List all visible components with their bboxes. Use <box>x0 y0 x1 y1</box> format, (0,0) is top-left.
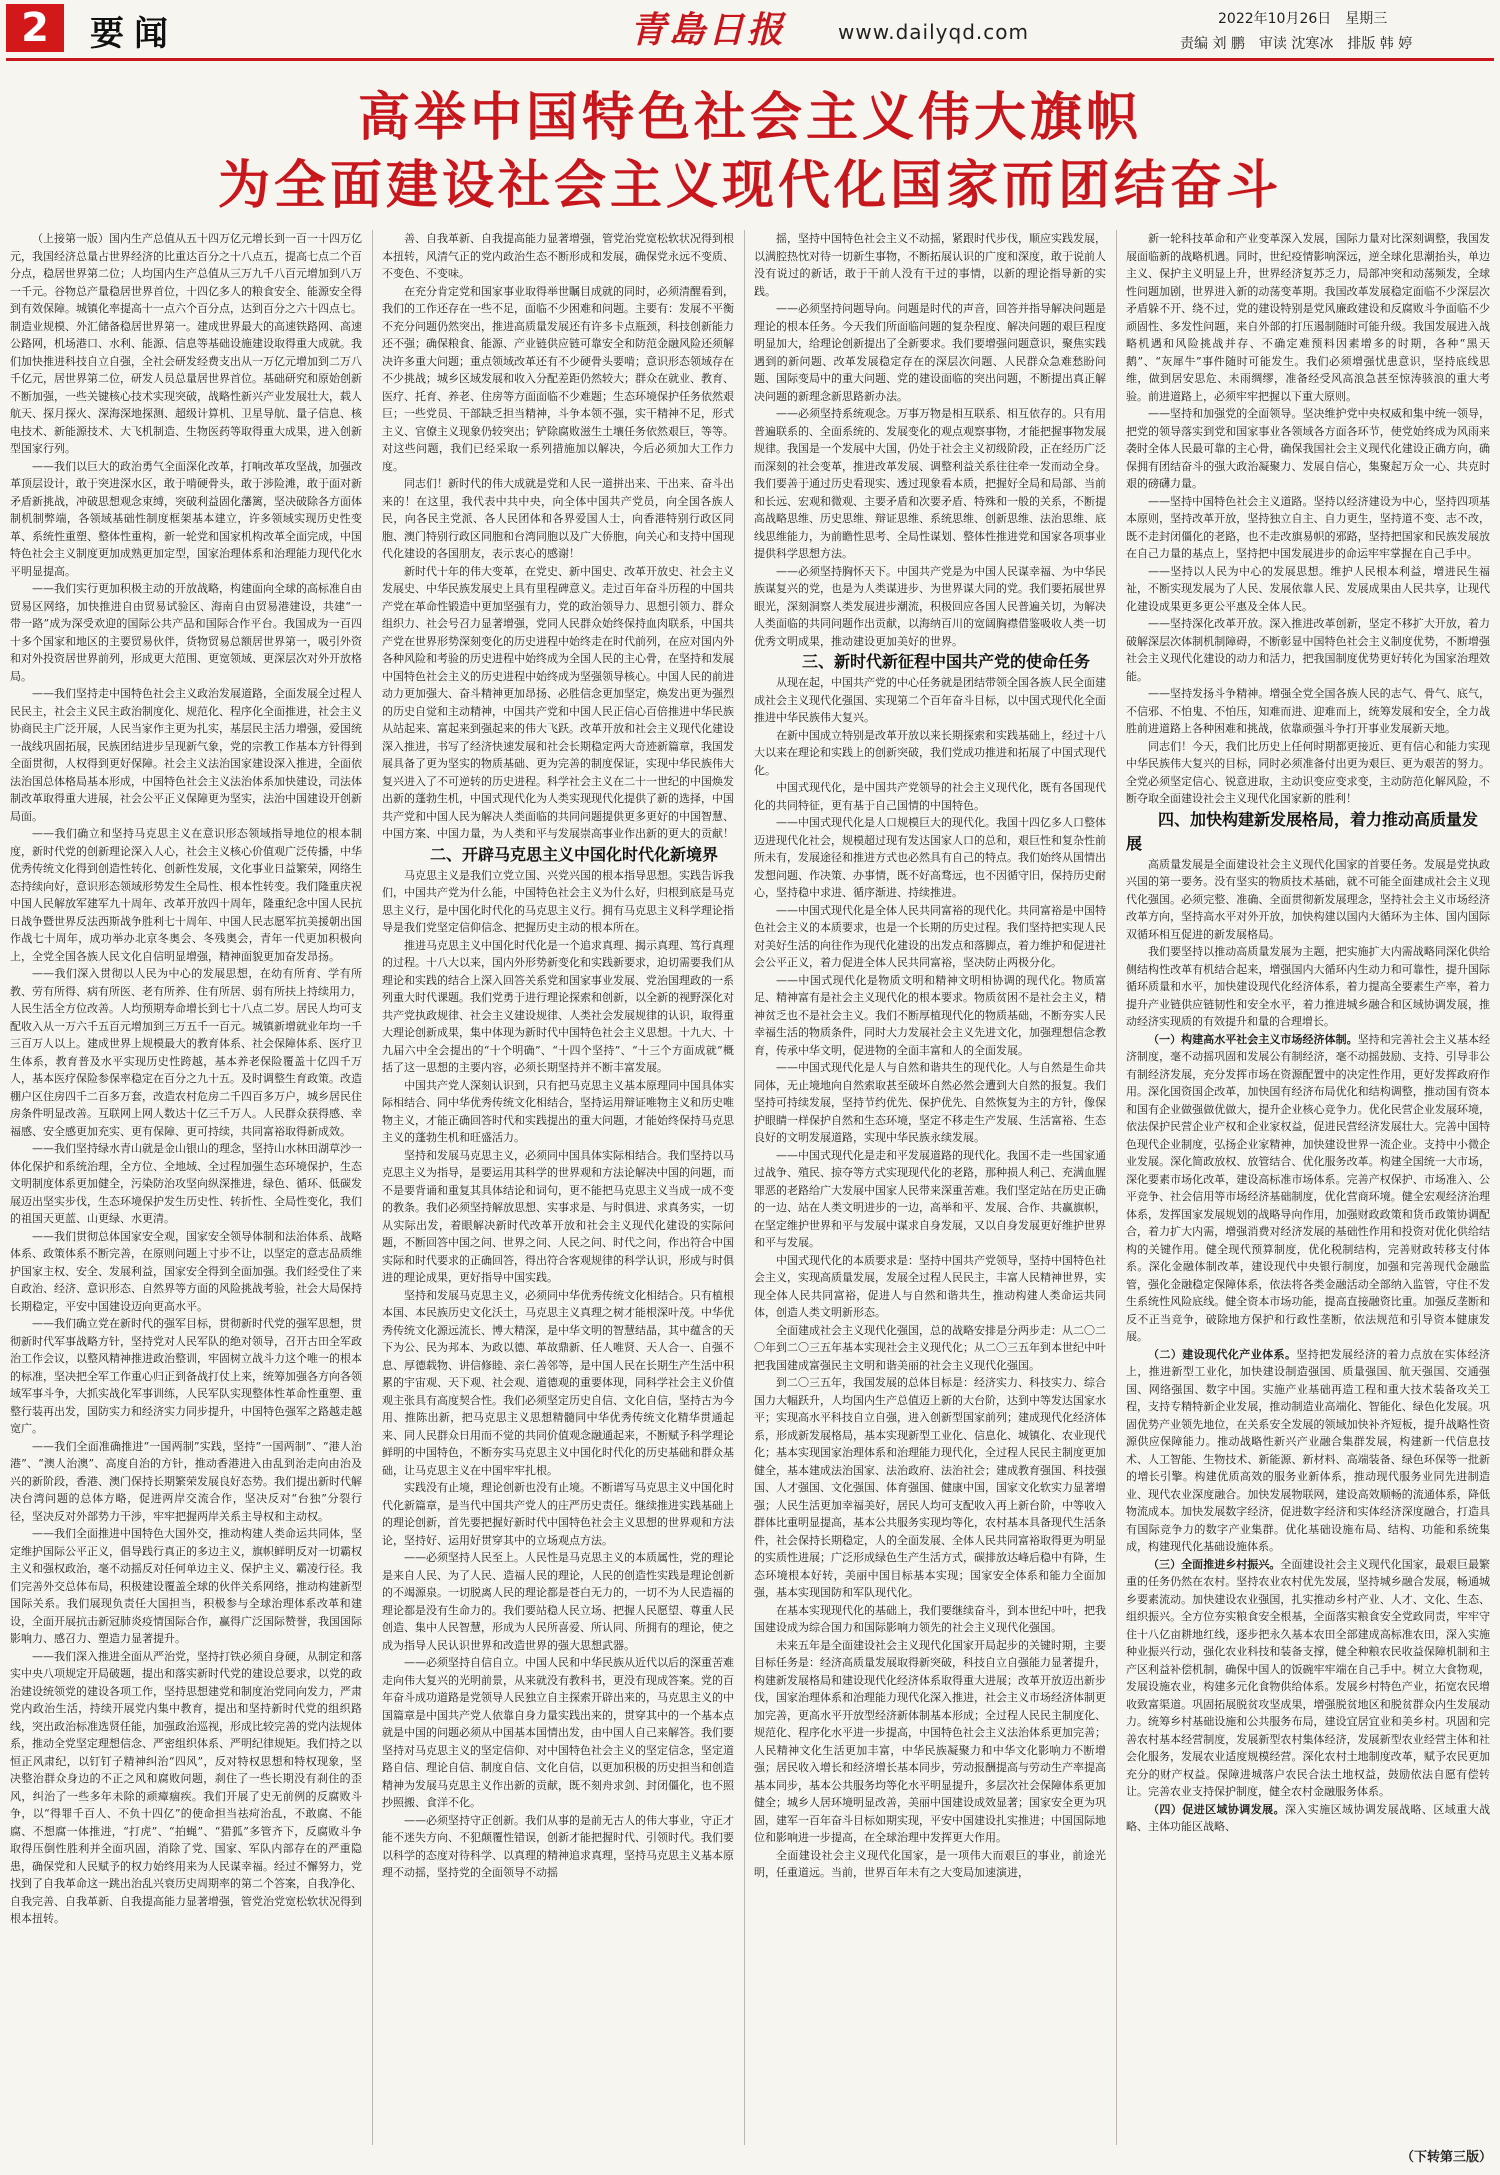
subsection-heading: （一）构建高水平社会主义市场经济体制。 <box>1148 1032 1358 1046</box>
editor-credits: 责编 刘 鹏 审读 沈寒冰 排版 韩 婷 <box>1180 36 1413 52</box>
paragraph: 在基本实现现代化的基础上，我们要继续奋斗，到本世纪中叶，把我国建设成为综合国力和国际影响力领先的社会主义现代化强国。 <box>754 1603 1106 1634</box>
paragraph: ——我们坚持走中国特色社会主义政治发展道路，全面发展全过程人民民主，社会主义民主政治制度化、规范化、程序化全面推进，社会主义协商民主广泛开展，人民当家作主更为扎实，基层民主活力增强，爱国统一战线巩固拓展，民族团结进步呈现新气象，党的宗教工作基本方针得到全面贯彻，人权得到更好保障。社会主义法治国家建设深入推进，全面依法治国总体格局基本形成，中国特色社会主义法治体系加快建设，司法体制改革取得重大进展，社会公平正义保障更为坚实，法治中国建设开创新局面。 <box>10 687 362 823</box>
newspaper-logo: 青島日报 <box>630 9 787 51</box>
subsection-paragraph: （二）建设现代化产业体系。坚持把发展经济的着力点放在实体经济上，推进新型工业化，加快建设制造强国、质量强国、航天强国、交通强国、网络强国、数字中国。实施产业基础再造工程和重大技术装备攻关工程，支持专精特新企业发展，推动制造业高端化、智能化、绿色化发展。巩固优势产业领先地位，在关系安全发展的领域加快补齐短板，提升战略性资源供应保障能力。推动战略性新兴产业融合集群发展，构建新一代信息技术、人工智能、生物技术、新能源、新材料、高端装备、绿色环保等一批新的增长引擎。构建优质高效的服务业新体系，推动现代服务业同先进制造业、现代农业深度融合。加快发展物联网，建设高效顺畅的流通体系，降低物流成本。加快发展数字经济，促进数字经济和实体经济深度融合，打造具有国际竞争力的数字产业集群。优化基础设施布局、结构、功能和系统集成，构建现代化基础设施体系。 <box>1126 1347 1490 1553</box>
paragraph: ——我们确立和坚持马克思主义在意识形态领域指导地位的根本制度，新时代党的创新理论深入人心，社会主义核心价值观广泛传播，中华优秀传统文化得到创造性转化、创新性发展，文化事业日益繁荣，网络生态持续向好，意识形态领域形势发生全局性、根本性转变。我们隆重庆祝中国人民解放军建军九十周年、改革开放四十周年，隆重纪念中国人民抗日战争暨世界反法西斯战争胜利七十周年、中国人民志愿军抗美援朝出国作战七十周年，成功举办北京冬奥会、冬残奥会，青年一代更加积极向上，全党全国各族人民文化自信明显增强，精神面貌更加奋发昂扬。 <box>10 827 362 963</box>
paragraph: 从现在起，中国共产党的中心任务就是团结带领全国各族人民全面建成社会主义现代化强国、实现第二个百年奋斗目标，以中国式现代化全面推进中华民族伟大复兴。 <box>754 676 1106 724</box>
paragraph: ——必须坚持胸怀天下。中国共产党是为中国人民谋幸福、为中华民族谋复兴的党，也是为人类谋进步、为世界谋大同的党。我们要拓展世界眼光，深刻洞察人类发展进步潮流，积极回应各国人民普遍关切，为解决人类面临的共同问题作出贡献，以海纳百川的宽阔胸襟借鉴吸收人类一切优秀文明成果，推动建设更加美好的世界。 <box>754 564 1106 648</box>
paragraph: ——必须坚持自信自立。中国人民和中华民族从近代以后的深重苦难走向伟大复兴的光明前景，从来就没有教科书，更没有现成答案。党的百年奋斗成功道路是党领导人民独立自主探索开辟出来的，马克思主义的中国篇章是中国共产党人依靠自身力量实践出来的，贯穿其中的一个基本点就是中国的问题必须从中国基本国情出发，由中国人自己来解答。我们要坚持对马克思主义的坚定信仰、对中国特色社会主义的坚定信念，坚定道路自信、理论自信、制度自信、文化自信，以更加积极的历史担当和创造精神为发展马克思主义作出新的贡献，既不刻舟求剑、封闭僵化，也不照抄照搬、食洋不化。 <box>382 1656 734 1809</box>
paragraph: 到二〇三五年，我国发展的总体目标是：经济实力、科技实力、综合国力大幅跃升，人均国内生产总值迈上新的大台阶，达到中等发达国家水平；实现高水平科技自立自强，进入创新型国家前列；建成现代化经济体系，形成新发展格局，基本实现新型工业化、信息化、城镇化、农业现代化；基本实现国家治理体系和治理能力现代化，全过程人民民主制度更加健全，基本建成法治国家、法治政府、法治社会；建成教育强国、科技强国、人才强国、文化强国、体育强国、健康中国，国家文化软实力显著增强；人民生活更加幸福美好，居民人均可支配收入再上新台阶，中等收入群体比重明显提高，基本公共服务实现均等化，农村基本具备现代生活条件，社会保持长期稳定，人的全面发展、全体人民共同富裕取得更为明显的实质性进展；广泛形成绿色生产生活方式，碳排放达峰后稳中有降，生态环境根本好转，美丽中国目标基本实现；国家安全体系和能力全面加强，基本实现国防和军队现代化。 <box>754 1376 1106 1599</box>
continued-note: （下转第三版） <box>1400 2150 1492 2165</box>
paragraph: ——我们深入贯彻以人民为中心的发展思想，在幼有所育、学有所教、劳有所得、病有所医、老有所养、住有所居、弱有所扶上持续用力，人民生活全方位改善。人均预期寿命增长到七十八点二岁。居民人均可支配收入从一万六千五百元增加到三万五千一百元。城镇新增就业年均一千三百万人以上。建成世界上规模最大的教育体系、社会保障体系、医疗卫生体系，教育普及水平实现历史性跨越，基本养老保险覆盖十亿四千万人，基本医疗保险参保率稳定在百分之九十五。及时调整生育政策。改造棚户区住房四千二百多万套，改造农村危房二千四百多万户，城乡居民住房条件明显改善。互联网上网人数达十亿三千万人。人民群众获得感、幸福感、安全感更加充实、更有保障、更可持续，共同富裕取得新成效。 <box>10 967 362 1138</box>
paragraph: ——坚持深化改革开放。深入推进改革创新，坚定不移扩大开放，着力破解深层次体制机制障碍，不断彰显中国特色社会主义制度优势，不断增强社会主义现代化建设的动力和活力，把我国制度优势更好转化为国家治理效能。 <box>1126 617 1490 683</box>
paragraph: 中国式现代化，是中国共产党领导的社会主义现代化，既有各国现代化的共同特征，更有基于自己国情的中国特色。 <box>754 781 1106 812</box>
paragraph: 全面建成社会主义现代化强国，总的战略安排是分两步走：从二〇二〇年到二〇三五年基本实现社会主义现代化；从二〇三五年到本世纪中叶把我国建成富强民主文明和谐美丽的社会主义现代化强国。 <box>754 1323 1106 1372</box>
website-url[interactable]: www.dailyqd.com <box>838 20 1029 44</box>
paragraph: 在充分肯定党和国家事业取得举世瞩目成就的同时，必须清醒看到，我们的工作还存在一些不足，面临不少困难和问题。主要有：发展不平衡不充分问题仍然突出，推进高质量发展还有许多卡点瓶颈，科技创新能力还不强；确保粮食、能源、产业链供应链可靠安全和防范金融风险还须解决许多重大问题；重点领域改革还有不少硬骨头要啃；意识形态领域存在不少挑战；城乡区域发展和收入分配差距仍然较大；群众在就业、教育、医疗、托育、养老、住房等方面面临不少难题；生态环境保护任务依然艰巨；一些党员、干部缺乏担当精神，斗争本领不强，实干精神不足，形式主义、官僚主义现象仍较突出；铲除腐败滋生土壤任务依然艰巨，等等。对这些问题，我们已经采取一系列措施加以解决，今后必须加大工作力度。 <box>382 284 734 473</box>
article-column-3 <box>754 230 1106 2145</box>
headline-line-2: 为全面建设社会主义现代化国家而团结奋斗 <box>217 155 1282 216</box>
paragraph: ——中国式现代化是人口规模巨大的现代化。我国十四亿多人口整体迈进现代化社会，规模超过现有发达国家人口的总和，艰巨性和复杂性前所未有，发展途径和推进方式也必然具有自己的特点。我们始终从国情出发想问题、作决策、办事情，既不好高骛远，也不因循守旧，保持历史耐心，坚持稳中求进、循序渐进、持续推进。 <box>754 816 1106 899</box>
paragraph: ——必须坚持问题导向。问题是时代的声音，回答并指导解决问题是理论的根本任务。今天我们所面临问题的复杂程度、解决问题的艰巨程度明显加大，给理论创新提出了全新要求。我们要增强问题意识，聚焦实践遇到的新问题、改革发展稳定存在的深层次问题、人民群众急难愁盼问题、国际变局中的重大问题、党的建设面临的突出问题，不断提出真正解决问题的新理念新思路新办法。 <box>754 302 1106 403</box>
paragraph: ——我们实行更加积极主动的开放战略，构建面向全球的高标准自由贸易区网络，加快推进自由贸易试验区、海南自由贸易港建设，共建“一带一路”成为深受欢迎的国际公共产品和国际合作平台。我国成为一百四十多个国家和地区的主要贸易伙伴，货物贸易总额居世界第一，吸引外资和对外投资居世界前列，形成更大范围、更宽领域、更深层次对外开放格局。 <box>10 582 362 683</box>
issue-date: 2022年10月26日 星期三 <box>1218 11 1388 27</box>
paragraph: 马克思主义是我们立党立国、兴党兴国的根本指导思想。实践告诉我们，中国共产党为什么能，中国特色社会主义为什么好，归根到底是马克思主义行，是中国化时代化的马克思主义行。拥有马克思主义科学理论指导是我们党坚定信仰信念、把握历史主动的根本所在。 <box>382 868 734 934</box>
paragraph: ——我们贯彻总体国家安全观，国家安全领导体制和法治体系、战略体系、政策体系不断完善，在原则问题上寸步不让，以坚定的意志品质维护国家主权、安全、发展利益，国家安全得到全面加强。我们经受住了来自政治、经济、意识形态、自然界等方面的风险挑战考验，社会大局保持长期稳定，平安中国建设迈向更高水平。 <box>10 1229 362 1313</box>
subsection-heading: （四）促进区域协调发展。 <box>1148 1802 1285 1816</box>
paragraph: ——坚持以人民为中心的发展思想。维护人民根本利益，增进民生福祉，不断实现发展为了人民、发展依靠人民、发展成果由人民共享，让现代化建设成果更多更公平惠及全体人民。 <box>1126 564 1490 613</box>
subsection-heading: （三）全面推进乡村振兴。 <box>1148 1557 1281 1571</box>
page-number: 2 <box>6 4 64 52</box>
column-divider <box>372 230 373 2145</box>
paragraph: ——坚持发扬斗争精神。增强全党全国各族人民的志气、骨气、底气，不信邪、不怕鬼、不怕压，知难而进、迎难而上，统筹发展和安全，全力战胜前进道路上各种困难和挑战，依靠顽强斗争打开事业发展新天地。 <box>1126 687 1490 735</box>
paragraph: 坚持和发展马克思主义，必须同中华优秀传统文化相结合。只有植根本国、本民族历史文化沃土，马克思主义真理之树才能根深叶茂。中华优秀传统文化源远流长、博大精深，是中华文明的智慧结晶，其中蕴含的天下为公、民为邦本、为政以德、革故鼎新、任人唯贤、天人合一、自强不息、厚德载物、讲信修睦、亲仁善邻等，是中国人民在长期生产生活中积累的宇宙观、天下观、社会观、道德观的重要体现，同科学社会主义价值观主张具有高度契合性。我们必须坚定历史自信、文化自信，坚持古为今用、推陈出新，把马克思主义思想精髓同中华优秀传统文化精华贯通起来、同人民群众日用而不觉的共同价值观念融通起来，不断赋予科学理论鲜明的中国特色，不断夯实马克思主义中国化时代化的历史基础和群众基础，让马克思主义在中国牢牢扎根。 <box>382 1288 734 1477</box>
section-title: 要闻 <box>90 14 178 54</box>
article-body <box>10 230 1490 2145</box>
paragraph: ——我们坚持绿水青山就是金山银山的理念，坚持山水林田湖草沙一体化保护和系统治理，全方位、全地域、全过程加强生态环境保护，生态文明制度体系更加健全，污染防治攻坚向纵深推进，绿色、循环、低碳发展迈出坚实步伐，生态环境保护发生历史性、转折性、全局性变化，我们的祖国天更蓝、山更绿、水更清。 <box>10 1142 362 1225</box>
paragraph: 同志们！新时代的伟大成就是党和人民一道拼出来、干出来、奋斗出来的！在这里，我代表中共中央，向全体中国共产党员，向全国各族人民，向各民主党派、各人民团体和各界爱国人士，向香港特别行政区同胞、澳门特别行政区同胞和台湾同胞以及广大侨胞，向关心和支持中国现代化建设的各国朋友，表示衷心的感谢！ <box>382 477 734 560</box>
article-column-1 <box>10 230 362 2145</box>
paragraph: 善、自我革新、自我提高能力显著增强，管党治党宽松软状况得到根本扭转，风清气正的党内政治生态不断形成和发展，确保党永远不变质、不变色、不变味。 <box>382 232 734 280</box>
headline <box>0 84 1500 220</box>
paragraph: 全面建设社会主义现代化国家，是一项伟大而艰巨的事业，前途光明，任重道远。当前，世界百年未有之大变局加速演进， <box>754 1848 1106 1879</box>
paragraph: 推进马克思主义中国化时代化是一个追求真理、揭示真理、笃行真理的过程。十八大以来，国内外形势新变化和实践新要求，迫切需要我们从理论和实践的结合上深入回答关系党和国家事业发展、党治国理政的一系列重大时代课题。我们党勇于进行理论探索和创新，以全新的视野深化对共产党执政规律、社会主义建设规律、人类社会发展规律的认识，取得重大理论创新成果，集中体现为新时代中国特色社会主义思想。十九大、十九届六中全会提出的“十个明确”、“十四个坚持”、“十三个方面成就”概括了这一思想的主要内容，必须长期坚持并不断丰富发展。 <box>382 938 734 1074</box>
paragraph: 在新中国成立特别是改革开放以来长期探索和实践基础上，经过十八大以来在理论和实践上的创新突破，我们党成功推进和拓展了中国式现代化。 <box>754 728 1106 777</box>
headline-line-1: 高举中国特色社会主义伟大旗帜 <box>357 87 1142 148</box>
paragraph: 坚持和发展马克思主义，必须同中国具体实际相结合。我们坚持以马克思主义为指导，是要运用其科学的世界观和方法论解决中国的问题，而不是要背诵和重复其具体结论和词句，更不能把马克思主义当成一成不变的教条。我们必须坚持解放思想、实事求是、与时俱进、求真务实，一切从实际出发，着眼解决新时代改革开放和社会主义现代化建设的实际问题，不断回答中国之问、世界之问、人民之问、时代之问，作出符合中国实际和时代要求的正确回答，得出符合客观规律的科学认识，形成与时俱进的理论成果，更好指导中国实践。 <box>382 1148 734 1284</box>
paragraph: ——坚持和加强党的全面领导。坚决维护党中央权威和集中统一领导，把党的领导落实到党和国家事业各领域各方面各环节，使党始终成为风雨来袭时全体人民最可靠的主心骨，确保我国社会主义现代化建设正确方向，确保拥有团结奋斗的强大政治凝聚力、发展自信心，集聚起万众一心、共克时艰的磅礴力量。 <box>1126 407 1490 490</box>
paragraph: ——必须坚持系统观念。万事万物是相互联系、相互依存的。只有用普遍联系的、全面系统的、发展变化的观点观察事物，才能把握事物发展规律。我国是一个发展中大国，仍处于社会主义初级阶段，正在经历广泛而深刻的社会变革，推进改革发展、调整利益关系往往牵一发而动全身。我们要善于通过历史看现实、透过现象看本质，把握好全局和局部、当前和长远、宏观和微观、主要矛盾和次要矛盾、特殊和一般的关系，不断提高战略思维、历史思维、辩证思维、系统思维、创新思维、法治思维、底线思维能力，为前瞻性思考、全局性谋划、整体性推进党和国家各项事业提供科学思想方法。 <box>754 407 1106 560</box>
paragraph: 摇，坚持中国特色社会主义不动摇，紧跟时代步伐，顺应实践发展，以满腔热忱对待一切新生事物，不断拓展认识的广度和深度，敢于说前人没有说过的新话，敢于干前人没有干过的事情，以新的理论指导新的实践。 <box>754 232 1106 298</box>
section-heading: 二、开辟马克思主义中国化时代化新境界 <box>429 844 718 864</box>
paragraph: 同志们！今天，我们比历史上任何时期都更接近、更有信心和能力实现中华民族伟大复兴的目标，同时必须准备付出更为艰巨、更为艰苦的努力。全党必须坚定信心、锐意进取，主动识变应变求变，主动防范化解风险，不断夺取全面建设社会主义现代化国家新的胜利！ <box>1126 739 1490 805</box>
paragraph: ——中国式现代化是人与自然和谐共生的现代化。人与自然是生命共同体，无止境地向自然索取甚至破坏自然必然会遭到大自然的报复。我们坚持可持续发展，坚持节约优先、保护优先、自然恢复为主的方针，像保护眼睛一样保护自然和生态环境，坚定不移走生产发展、生活富裕、生态良好的文明发展道路，实现中华民族永续发展。 <box>754 1061 1106 1144</box>
paragraph: ——必须坚持守正创新。我们从事的是前无古人的伟大事业，守正才能不迷失方向、不犯颠覆性错误，创新才能把握时代、引领时代。我们要以科学的态度对待科学、以真理的精神追求真理，坚持马克思主义基本原理不动摇，坚持党的全面领导不动摇 <box>382 1813 734 1879</box>
paragraph: ——必须坚持人民至上。人民性是马克思主义的本质属性，党的理论是来自人民、为了人民、造福人民的理论，人民的创造性实践是理论创新的不竭源泉。一切脱离人民的理论都是苍白无力的，一切不为人民造福的理论都是没有生命力的。我们要站稳人民立场、把握人民愿望、尊重人民创造、集中人民智慧，形成为人民所喜爱、所认同、所拥有的理论，使之成为指导人民认识世界和改造世界的强大思想武器。 <box>382 1551 734 1652</box>
paragraph: 新一轮科技革命和产业变革深入发展，国际力量对比深刻调整，我国发展面临新的战略机遇。同时，世纪疫情影响深远，逆全球化思潮抬头，单边主义、保护主义明显上升，世界经济复苏乏力，局部冲突和动荡频发，全球性问题加剧，世界进入新的动荡变革期。我国改革发展稳定面临不少深层次矛盾躲不开、绕不过，党的建设特别是党风廉政建设和反腐败斗争面临不少顽固性、多发性问题，来自外部的打压遏制随时可能升级。我国发展进入战略机遇和风险挑战并存、不确定难预料因素增多的时期，各种“黑天鹅”、“灰犀牛”事件随时可能发生。我们必须增强忧患意识，坚持底线思维，做到居安思危、未雨绸缪，准备经受风高浪急甚至惊涛骇浪的重大考验。前进道路上，必须牢牢把握以下重大原则。 <box>1126 232 1490 403</box>
column-divider <box>1116 230 1117 2145</box>
paragraph: （上接第一版）国内生产总值从五十四万亿元增长到一百一十四万亿元，我国经济总量占世界经济的比重达百分之十八点五，提高七点二个百分点，稳居世界第二位；人均国内生产总值从三万九千八百元增加到八万一千元。谷物总产量稳居世界首位，十四亿多人的粮食安全、能源安全得到有效保障。城镇化率提高十一点六个百分点，达到百分之六十四点七。制造业规模、外汇储备稳居世界第一。建成世界最大的高速铁路网、高速公路网，机场港口、水利、能源、信息等基础设施建设取得重大成就。我们加快推进科技自立自强，全社会研发经费支出从一万亿元增加到二万八千亿元，居世界第二位，研发人员总量居世界首位。基础研究和原始创新不断加强，一些关键核心技术实现突破，战略性新兴产业发展壮大，载人航天、探月探火、深海深地探测、超级计算机、卫星导航、量子信息、核电技术、新能源技术、大飞机制造、生物医药等取得重大成果，进入创新型国家行列。 <box>10 232 362 455</box>
paragraph: 实践没有止境，理论创新也没有止境。不断谱写马克思主义中国化时代化新篇章，是当代中国共产党人的庄严历史责任。继续推进实践基础上的理论创新，首先要把握好新时代中国特色社会主义思想的世界观和方法论，坚持好、运用好贯穿其中的立场观点方法。 <box>382 1481 734 1547</box>
article-column-4 <box>1126 230 1490 2145</box>
paragraph: 高质量发展是全面建设社会主义现代化国家的首要任务。发展是党执政兴国的第一要务。没有坚实的物质技术基础，就不可能全面建成社会主义现代化强国。必须完整、准确、全面贯彻新发展理念，坚持社会主义市场经济改革方向，坚持高水平对外开放，加快构建以国内大循环为主体、国内国际双循环相互促进的新发展格局。 <box>1126 857 1490 941</box>
subsection-heading: （二）建设现代化产业体系。 <box>1148 1347 1297 1361</box>
paragraph: 未来五年是全面建设社会主义现代化国家开局起步的关键时期，主要目标任务是：经济高质量发展取得新突破，科技自立自强能力显著提升，构建新发展格局和建设现代化经济体系取得重大进展；改革开放迈出新步伐，国家治理体系和治理能力现代化深入推进，社会主义市场经济体制更加完善，更高水平开放型经济新体制基本形成；全过程人民民主制度化、规范化、程序化水平进一步提高，中国特色社会主义法治体系更加完善；人民精神文化生活更加丰富，中华民族凝聚力和中华文化影响力不断增强；居民收入增长和经济增长基本同步，劳动报酬提高与劳动生产率提高基本同步，基本公共服务均等化水平明显提升，多层次社会保障体系更加健全；城乡人居环境明显改善，美丽中国建设成效显著；国家安全更为巩固，建军一百年奋斗目标如期实现，平安中国建设扎实推进；中国国际地位和影响进一步提高，在全球治理中发挥更大作用。 <box>754 1638 1106 1844</box>
subsection-paragraph: （四）促进区域协调发展。深入实施区域协调发展战略、区域重大战略、主体功能区战略、 <box>1126 1802 1490 1833</box>
section-heading: 三、新时代新征程中国共产党的使命任务 <box>801 652 1090 671</box>
header-rule <box>6 58 1494 61</box>
subsection-paragraph: （三）全面推进乡村振兴。全面建设社会主义现代化国家，最艰巨最繁重的任务仍然在农村。坚持农业农村优先发展，坚持城乡融合发展，畅通城乡要素流动。加快建设农业强国，扎实推动乡村产业、人才、文化、生态、组织振兴。全方位夯实粮食安全根基，全面落实粮食安全党政同责，牢牢守住十八亿亩耕地红线，逐步把永久基本农田全部建成高标准农田，深入实施种业振兴行动，强化农业科技和装备支撑，健全种粮农民收益保障机制和主产区利益补偿机制，确保中国人的饭碗牢牢端在自己手中。树立大食物观，发展设施农业，构建多元化食物供给体系。发展乡村特色产业，拓宽农民增收致富渠道。巩固拓展脱贫攻坚成果，增强脱贫地区和脱贫群众内生发展动力。统筹乡村基础设施和公共服务布局，建设宜居宜业和美乡村。巩固和完善农村基本经营制度，发展新型农村集体经济，发展新型农业经营主体和社会化服务，发展农业适度规模经营。深化农村土地制度改革，赋予农民更加充分的财产权益。保障进城落户农民合法土地权益，鼓励依法自愿有偿转让。完善农业支持保护制度，健全农村金融服务体系。 <box>1126 1557 1490 1798</box>
subsection-paragraph: （一）构建高水平社会主义市场经济体制。坚持和完善社会主义基本经济制度，毫不动摇巩固和发展公有制经济，毫不动摇鼓励、支持、引导非公有制经济发展，充分发挥市场在资源配置中的决定性作用，更好发挥政府作用。深化国资国企改革，加快国有经济布局优化和结构调整，推动国有资本和国有企业做强做优做大，提升企业核心竞争力。优化民营企业发展环境，依法保护民营企业产权和企业家权益，促进民营经济发展壮大。完善中国特色现代企业制度，弘扬企业家精神，加快建设世界一流企业。支持中小微企业发展。深化简政放权、放管结合、优化服务改革。构建全国统一大市场，深化要素市场化改革，建设高标准市场体系。完善产权保护、市场准入、公平竞争、社会信用等市场经济基础制度，优化营商环境。健全宏观经济治理体系，发挥国家发展规划的战略导向作用，加强财政政策和货币政策协调配合，着力扩大内需，增强消费对经济发展的基础性作用和投资对优化供给结构的关键作用。健全现代预算制度，优化税制结构，完善财政转移支付体系。深化金融体制改革，建设现代中央银行制度，加强和完善现代金融监管，强化金融稳定保障体系，依法将各类金融活动全部纳入监管，守住不发生系统性风险底线。健全资本市场功能，提高直接融资比重。加强反垄断和反不正当竞争，破除地方保护和行政性垄断，依法规范和引导资本健康发展。 <box>1126 1032 1490 1343</box>
paragraph: ——坚持中国特色社会主义道路。坚持以经济建设为中心，坚持四项基本原则，坚持改革开放，坚持独立自主、自力更生，坚持道不变、志不改，既不走封闭僵化的老路，也不走改旗易帜的邪路，坚持把国家和民族发展放在自己力量的基点上，坚持把中国发展进步的命运牢牢掌握在自己手中。 <box>1126 494 1490 560</box>
paragraph: 中国式现代化的本质要求是：坚持中国共产党领导，坚持中国特色社会主义，实现高质量发展，发展全过程人民民主，丰富人民精神世界，实现全体人民共同富裕，促进人与自然和谐共生，推动构建人类命运共同体，创造人类文明新形态。 <box>754 1253 1106 1319</box>
paragraph: ——我们全面准确推进“一国两制”实践，坚持“一国两制”、“港人治港”、“澳人治澳”、高度自治的方针，推动香港进入由乱到治走向由治及兴的新阶段，香港、澳门保持长期繁荣发展良好态势。我们提出新时代解决台湾问题的总体方略，促进两岸交流合作，坚决反对“台独”分裂行径，坚决反对外部势力干涉，牢牢把握两岸关系主导权和主动权。 <box>10 1439 362 1523</box>
article-column-2 <box>382 230 734 2145</box>
paragraph: ——我们全面推进中国特色大国外交，推动构建人类命运共同体，坚定维护国际公平正义，倡导践行真正的多边主义，旗帜鲜明反对一切霸权主义和强权政治，毫不动摇反对任何单边主义、保护主义、霸凌行径。我们完善外交总体布局，积极建设覆盖全球的伙伴关系网络，推动构建新型国际关系。我们展现负责任大国担当，积极参与全球治理体系改革和建设，全面开展抗击新冠肺炎疫情国际合作，赢得广泛国际赞誉，我国国际影响力、感召力、塑造力显著提升。 <box>10 1527 362 1645</box>
paragraph: 我们要坚持以推动高质量发展为主题，把实施扩大内需战略同深化供给侧结构性改革有机结合起来，增强国内大循环内生动力和可靠性，提升国际循环质量和水平，加快建设现代化经济体系，着力提高全要素生产率，着力提升产业链供应链韧性和安全水平，着力推进城乡融合和区域协调发展，推动经济实现质的有效提升和量的合理增长。 <box>1126 945 1490 1028</box>
column-divider <box>744 230 745 2145</box>
paragraph: ——我们以巨大的政治勇气全面深化改革，打响改革攻坚战，加强改革顶层设计，敢于突进深水区，敢于啃硬骨头，敢于涉险滩，敢于面对新矛盾新挑战，冲破思想观念束缚，突破利益固化藩篱，坚决破除各方面体制机制弊端，各领域基础性制度框架基本建立，许多领域实现历史性变革、系统性重塑、整体性重构，新一轮党和国家机构改革全面完成，中国特色社会主义制度更加成熟更加定型，国家治理体系和治理能力现代化水平明显提高。 <box>10 459 362 578</box>
paragraph: 中国共产党人深刻认识到，只有把马克思主义基本原理同中国具体实际相结合、同中华优秀传统文化相结合，坚持运用辩证唯物主义和历史唯物主义，才能正确回答时代和实践提出的重大问题，才能始终保持马克思主义的蓬勃生机和旺盛活力。 <box>382 1078 734 1144</box>
page-header <box>0 0 1500 62</box>
section-heading: 四、加快构建新发展格局，着力推动高质量发展 <box>1126 809 1479 853</box>
paragraph: ——中国式现代化是物质文明和精神文明相协调的现代化。物质富足、精神富有是社会主义现代化的根本要求。物质贫困不是社会主义，精神贫乏也不是社会主义。我们不断厚植现代化的物质基础，不断夯实人民幸福生活的物质条件，同时大力发展社会主义先进文化，加强理想信念教育，传承中华文明，促进物的全面丰富和人的全面发展。 <box>754 973 1106 1057</box>
paragraph: ——我们确立党在新时代的强军目标，贯彻新时代党的强军思想，贯彻新时代军事战略方针，坚持党对人民军队的绝对领导，召开古田全军政治工作会议，以整风精神推进政治整训，牢固树立战斗力这个唯一的根本的标准，坚决把全军工作重心归正到备战打仗上来，统筹加强各方向各领域军事斗争，大抓实战化军事训练，人民军队实现整体性革命性重塑、重整行装再出发，国防实力和经济实力同步提升，中国特色强军之路越走越宽广。 <box>10 1317 362 1435</box>
paragraph: ——中国式现代化是全体人民共同富裕的现代化。共同富裕是中国特色社会主义的本质要求，也是一个长期的历史过程。我们坚持把实现人民对美好生活的向往作为现代化建设的出发点和落脚点，着力维护和促进社会公平正义，着力促进全体人民共同富裕，坚决防止两极分化。 <box>754 903 1106 969</box>
paragraph: 新时代十年的伟大变革，在党史、新中国史、改革开放史、社会主义发展史、中华民族发展史上具有里程碑意义。走过百年奋斗历程的中国共产党在革命性锻造中更加坚强有力，党的政治领导力、思想引领力、群众组织力、社会号召力显著增强，党同人民群众始终保持血肉联系，中国共产党在世界形势深刻变化的历史进程中始终走在时代前列，在应对国内外各种风险和考验的历史进程中始终成为全国人民的主心骨，在坚持和发展中国特色社会主义的历史进程中始终成为坚强领导核心。中国人民的前进动力更加强大、奋斗精神更加昂扬、必胜信念更加坚定，焕发出更为强烈的历史自觉和主动精神，中国共产党和中国人民正信心百倍推进中华民族从站起来、富起来到强起来的伟大飞跃。改革开放和社会主义现代化建设深入推进，书写了经济快速发展和社会长期稳定两大奇迹新篇章，我国发展具备了更为坚实的物质基础、更为完善的制度保证，实现中华民族伟大复兴进入了不可逆转的历史进程。科学社会主义在二十一世纪的中国焕发出新的蓬勃生机，中国式现代化为人类实现现代化提供了新的选择，中国共产党和中国人民为解决人类面临的共同问题提供更多更好的中国智慧、中国方案、中国力量，为人类和平与发展崇高事业作出新的更大的贡献！ <box>382 564 734 840</box>
paragraph: ——我们深入推进全面从严治党，坚持打铁必须自身硬，从制定和落实中央八项规定开局破题，提出和落实新时代党的建设总要求，以党的政治建设统领党的建设各项工作，坚持思想建党和制度治党同向发力，严肃党内政治生活，持续开展党内集中教育，提出和坚持新时代党的组织路线，突出政治标准选贤任能，加强政治巡视，形成比较完善的党内法规体系，推动全党坚定理想信念、严密组织体系、严明纪律规矩。我们持之以恒正风肃纪，以钉钉子精神纠治“四风”，反对特权思想和特权现象，坚决整治群众身边的不正之风和腐败问题，刹住了一些长期没有刹住的歪风，纠治了一些多年未除的顽瘴痼疾。我们开展了史无前例的反腐败斗争，以“得罪千百人、不负十四亿”的使命担当祛疴治乱，不敢腐、不能腐、不想腐一体推进，“打虎”、“拍蝇”、“猎狐”多管齐下，反腐败斗争取得压倒性胜利并全面巩固，消除了党、国家、军队内部存在的严重隐患，确保党和人民赋予的权力始终用来为人民谋幸福。经过不懈努力，党找到了自我革命这一跳出治乱兴衰历史周期率的第二个答案，自我净化、自我完善、自我革新、自我提高能力显著增强，管党治党宽松软状况得到根本扭转。 <box>10 1649 362 1925</box>
paragraph: ——中国式现代化是走和平发展道路的现代化。我国不走一些国家通过战争、殖民、掠夺等方式实现现代化的老路，那种损人利己、充满血腥罪恶的老路给广大发展中国家人民带来深重苦难。我们坚定站在历史正确的一边、站在人类文明进步的一边，高举和平、发展、合作、共赢旗帜，在坚定维护世界和平与发展中谋求自身发展，又以自身发展更好维护世界和平与发展。 <box>754 1148 1106 1249</box>
